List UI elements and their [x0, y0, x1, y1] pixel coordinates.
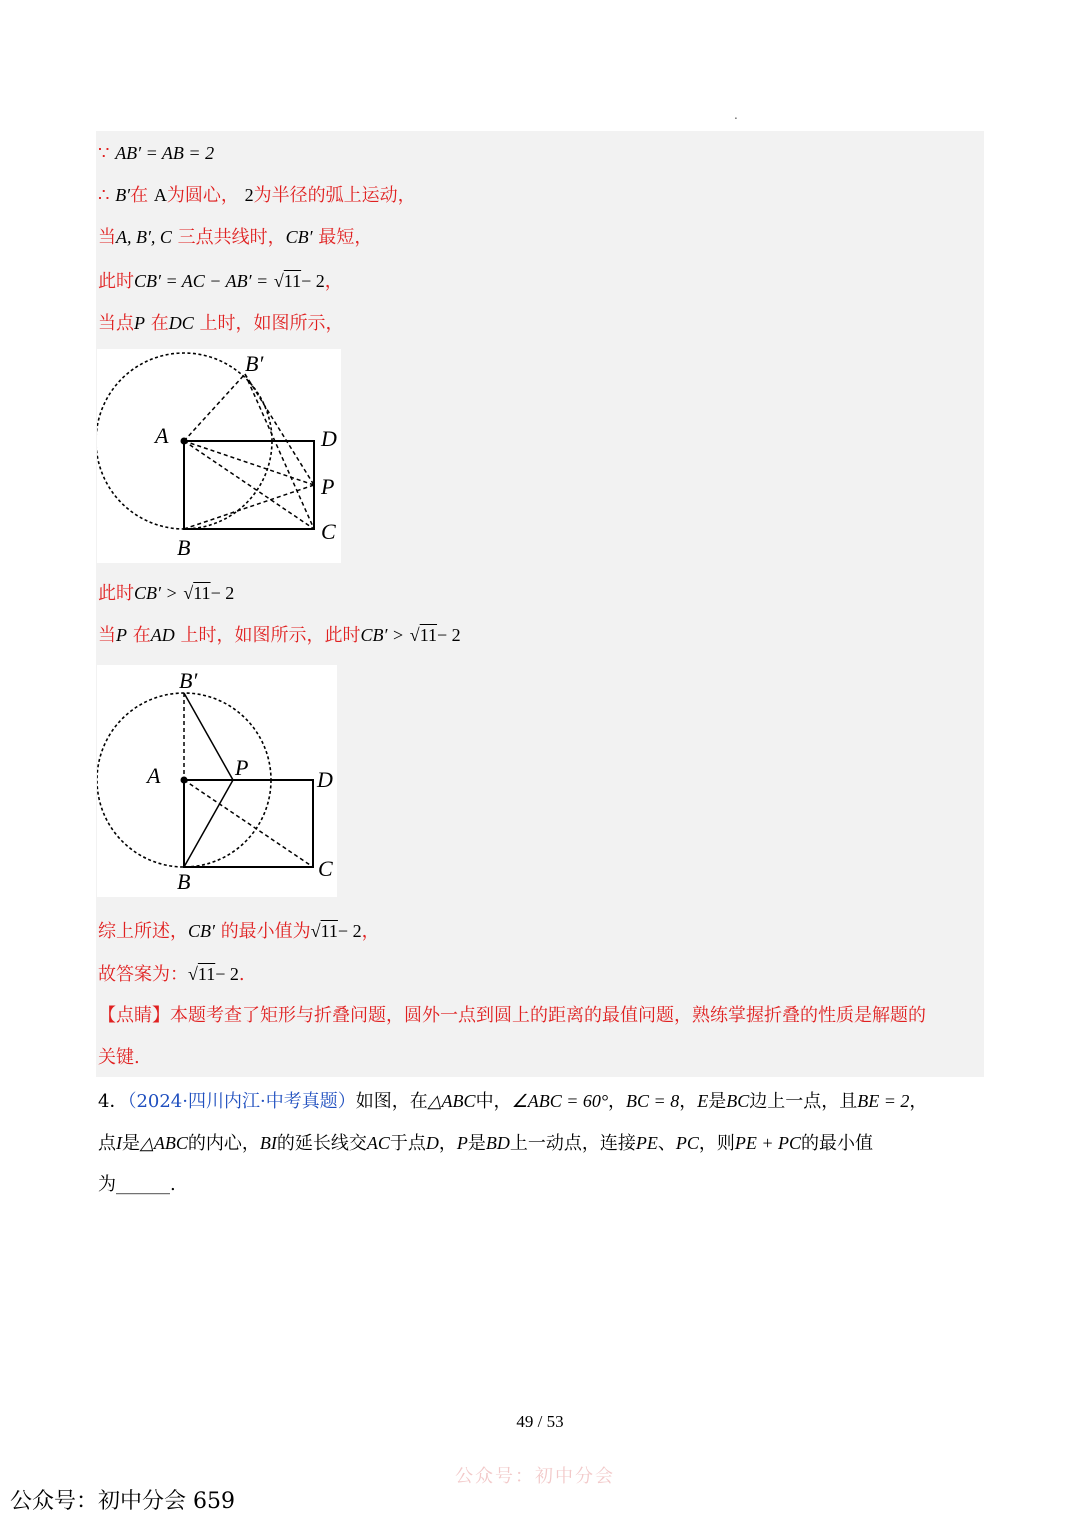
radicand: 11	[419, 625, 438, 645]
dashed-line	[245, 374, 314, 485]
page-number: 49 / 53	[516, 1412, 564, 1431]
sqrt: √11	[273, 271, 302, 291]
math: − 2	[210, 583, 235, 603]
fold-line	[184, 780, 233, 867]
solution-line-7	[98, 622, 461, 649]
question-line-2	[98, 1130, 873, 1157]
text: 在	[130, 185, 149, 206]
math: BC	[726, 1091, 750, 1111]
text: 点	[98, 1133, 116, 1154]
text: 的最小值为	[220, 921, 311, 942]
fold-line	[184, 693, 233, 780]
dashed-line	[184, 441, 314, 485]
therefore-symbol: ∴	[98, 185, 110, 206]
text: 在	[132, 625, 151, 646]
text: 当	[98, 227, 116, 248]
solution-line-11: 关键.	[98, 1047, 140, 1068]
top-mark: .	[734, 108, 738, 122]
text: 于点	[389, 1133, 426, 1154]
math: P	[456, 1133, 468, 1153]
label-a: A	[155, 423, 169, 448]
question-line-1	[98, 1088, 927, 1115]
text: 边上一点，且	[749, 1091, 858, 1112]
text: 最短，	[318, 227, 373, 248]
text: 的延长线交	[276, 1133, 367, 1154]
text: 此时	[98, 271, 134, 292]
text: 是	[467, 1133, 486, 1154]
math: AC	[366, 1133, 390, 1153]
sqrt: √11	[188, 964, 216, 984]
math: CB′	[285, 227, 313, 247]
solution-line-6	[98, 580, 234, 607]
text: ，	[361, 921, 380, 942]
text: 为半径的弧上运动，	[253, 185, 416, 206]
text: 上时，如图所示，	[199, 313, 344, 334]
watermark: 公众号：初中分会	[455, 1466, 615, 1487]
text: 中，	[475, 1091, 512, 1112]
math: − 2	[215, 964, 239, 984]
text: 是	[708, 1091, 727, 1112]
label-p: P	[235, 755, 249, 780]
text: ，	[909, 1091, 928, 1112]
label-a: A	[147, 763, 161, 788]
label-c: C	[321, 519, 336, 544]
math: A, B′, C	[116, 227, 172, 247]
label-b: B	[177, 869, 191, 894]
text: 上一动点，连接	[509, 1133, 636, 1154]
math: P	[134, 313, 145, 333]
text: 故答案为：	[98, 964, 188, 985]
text: 为圆心，	[166, 185, 239, 206]
text: 当点	[98, 313, 134, 334]
text: 当	[98, 625, 116, 646]
math: BD	[485, 1133, 510, 1153]
text: ，	[679, 1091, 698, 1112]
dashed-line	[184, 780, 313, 867]
figure-1-svg	[97, 349, 341, 563]
solution-line-2	[98, 182, 416, 209]
math: E	[697, 1091, 709, 1111]
math: B′	[115, 185, 131, 205]
dashed-line	[184, 485, 314, 529]
math: D	[425, 1133, 439, 1153]
sqrt: √11	[409, 625, 438, 645]
text: 、	[657, 1133, 676, 1154]
math: BC = 8	[626, 1091, 680, 1111]
question-line-3: 为______.	[98, 1174, 176, 1195]
label-d: D	[317, 767, 333, 792]
solution-line-4	[98, 268, 343, 295]
solution-line-3	[98, 224, 372, 251]
point-a	[181, 438, 188, 445]
label-b-prime: B′	[179, 668, 198, 693]
sqrt: √11	[310, 921, 338, 941]
radicand: 11	[283, 271, 302, 291]
math: BE = 2	[857, 1091, 910, 1111]
text: 如图，在	[355, 1091, 428, 1112]
math: − 2	[301, 271, 325, 291]
question-number: 4．	[98, 1091, 128, 1112]
math: PE + PC	[734, 1133, 802, 1153]
text: 上时，如图所示，此时	[180, 625, 361, 646]
radicand: 11	[197, 964, 216, 984]
label-c: C	[318, 856, 333, 881]
math: AD	[150, 625, 175, 645]
text: 此时	[98, 583, 134, 604]
figure-2	[97, 665, 337, 897]
text: 的内心，	[187, 1133, 260, 1154]
solution-line-1	[98, 140, 214, 167]
radicand: 11	[320, 921, 338, 941]
dashed-line	[184, 374, 245, 441]
label-d: D	[321, 426, 337, 451]
label-p: P	[321, 474, 335, 499]
math: AB′ = AB = 2	[115, 143, 215, 163]
label-b: B	[177, 535, 191, 560]
math: 2	[244, 185, 254, 205]
label-b-prime: B′	[245, 351, 264, 376]
text: ，	[438, 1133, 457, 1154]
math: − 2	[437, 625, 461, 645]
math: BI	[259, 1133, 277, 1153]
solution-line-8	[98, 918, 380, 945]
question-source: （2024·四川内江·中考真题）	[127, 1091, 356, 1112]
math: P	[116, 625, 127, 645]
text: 综上所述，	[98, 921, 188, 942]
math: △ABC	[140, 1133, 188, 1153]
radicand: 11	[193, 583, 211, 603]
math: CB′ = AC − AB′ =	[134, 271, 269, 291]
figure-2-svg	[97, 665, 337, 897]
figure-1	[97, 349, 341, 563]
solution-line-10: 【点睛】本题考查了矩形与折叠问题，圆外一点到圆上的距离的最值问题，熟练掌握折叠的性质是解题的	[98, 1005, 926, 1026]
text: ，	[608, 1091, 627, 1112]
math: CB′	[188, 921, 215, 941]
text: 在	[150, 313, 169, 334]
text: ，	[324, 271, 343, 292]
text: 三点共线时，	[177, 227, 286, 248]
solution-line-5	[98, 310, 343, 337]
solution-line-9	[98, 961, 245, 988]
math: △ABC	[427, 1091, 476, 1111]
point-a	[181, 777, 188, 784]
math: PE	[635, 1133, 658, 1153]
math: PC	[675, 1133, 699, 1153]
math: ∠ABC = 60°	[511, 1091, 609, 1111]
math: CB′ >	[360, 625, 405, 645]
footer-caption: 公众号：初中分会 659	[10, 1489, 235, 1514]
math: I	[116, 1133, 122, 1153]
math: − 2	[337, 921, 362, 941]
text: ，则	[698, 1133, 735, 1154]
math: A	[153, 185, 167, 205]
sqrt: √11	[183, 583, 211, 603]
text: 的最小值	[801, 1133, 874, 1154]
because-symbol: ∵	[98, 143, 110, 164]
math: DC	[168, 313, 194, 333]
math: CB′ >	[134, 583, 178, 603]
text: .	[238, 964, 245, 985]
text: 是	[122, 1133, 140, 1154]
